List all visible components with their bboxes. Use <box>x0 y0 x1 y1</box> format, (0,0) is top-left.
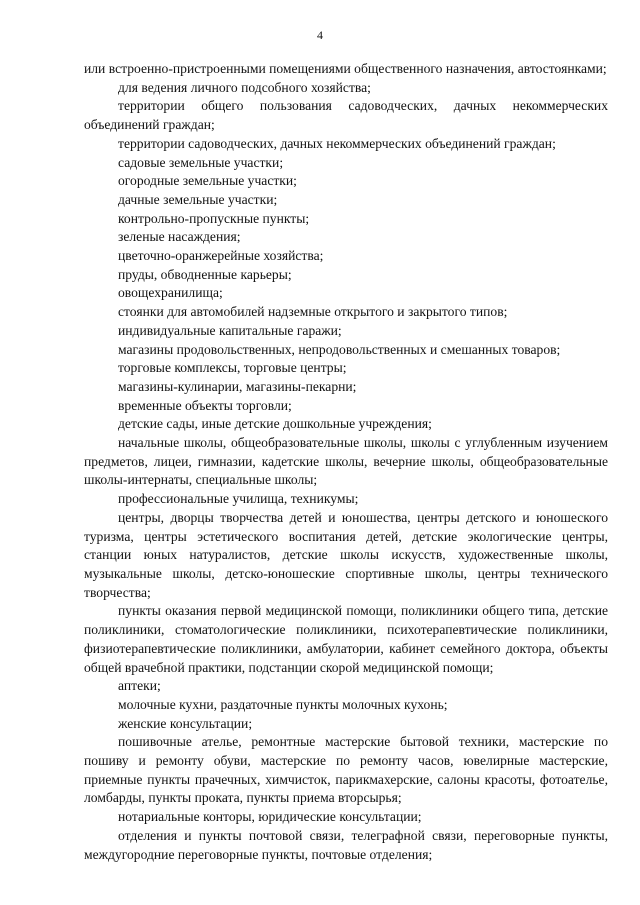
paragraph: садовые земельные участки; <box>118 154 284 170</box>
paragraph: молочные кухни, раздаточные пункты молочных кухонь; <box>118 696 448 712</box>
paragraph: индивидуальные капитальные гаражи; <box>118 322 342 338</box>
paragraph: или встроенно-пристроенными помещениями общественного назначения, автостоянками; <box>84 61 607 76</box>
paragraph: зеленые насаждения; <box>118 229 241 245</box>
paragraph: пруды, обводненные карьеры; <box>118 266 292 282</box>
paragraph: магазины-кулинарии, магазины-пекарни; <box>118 378 357 394</box>
paragraph: начальные школы, общеобразовательные школы, школы с углубленным изучением предметов, лицеи, гимназии, кадетские школы, вечерние школы, общеобразовательные школы-интернаты, специальные школы; <box>84 435 608 488</box>
paragraph: детские сады, иные детские дошкольные учреждения; <box>118 416 432 432</box>
paragraph: контрольно-пропускные пункты; <box>118 210 310 226</box>
paragraph: женские консультации; <box>118 715 253 731</box>
paragraph: пошивочные ателье, ремонтные мастерские бытовой техники, мастерские по пошиву и ремонту обуви, мастерские по ремонту часов, ювелирные мастерские, приемные пункты прачечных, химчисток, парикмахерские, салоны красоты, фотоателье, ломбарды, пункты проката, пункты приема вторсырья; <box>84 734 608 806</box>
paragraph: овощехранилища; <box>118 285 223 301</box>
document-body <box>84 60 608 864</box>
paragraph: огородные земельные участки; <box>118 173 297 189</box>
paragraph: для ведения личного подсобного хозяйства; <box>118 79 371 95</box>
paragraph: торговые комплексы, торговые центры; <box>118 360 347 376</box>
paragraph: стоянки для автомобилей надземные открытого и закрытого типов; <box>118 304 508 320</box>
page-number: 4 <box>317 28 323 42</box>
paragraph: профессиональные училища, техникумы; <box>118 491 359 507</box>
paragraph: территории садоводческих, дачных некоммерческих объединений граждан; <box>118 135 556 151</box>
paragraph: пункты оказания первой медицинской помощи, поликлиники общего типа, детские поликлиники, стоматологические поликлиники, психотерапевтические поликлиники, физиотерапевтические поликлиники, амбулатории, кабинет семейного доктора, объекты общей врачебной практики, подстанции скорой медицинской помощи; <box>84 603 608 675</box>
paragraph: аптеки; <box>118 678 161 694</box>
paragraph: отделения и пункты почтовой связи, телеграфной связи, переговорные пункты, междугородние переговорные пункты, почтовые отделения; <box>84 827 608 862</box>
paragraph: центры, дворцы творчества детей и юношества, центры детского и юношеского туризма, центры эстетического воспитания детей, детские экологические центры, станции юных натуралистов, детские школы искусств, художественные школы, музыкальные школы, детско-юношеские спортивные школы, центры технического творчества; <box>84 509 608 600</box>
paragraph: дачные земельные участки; <box>118 191 278 207</box>
paragraph: нотариальные конторы, юридические консультации; <box>118 809 422 825</box>
paragraph: временные объекты торговли; <box>118 397 292 413</box>
paragraph: территории общего пользования садоводческих, дачных некоммерческих объединений граждан; <box>84 98 608 133</box>
paragraph: цветочно-оранжерейные хозяйства; <box>118 248 324 264</box>
paragraph: магазины продовольственных, непродовольственных и смешанных товаров; <box>118 341 561 357</box>
